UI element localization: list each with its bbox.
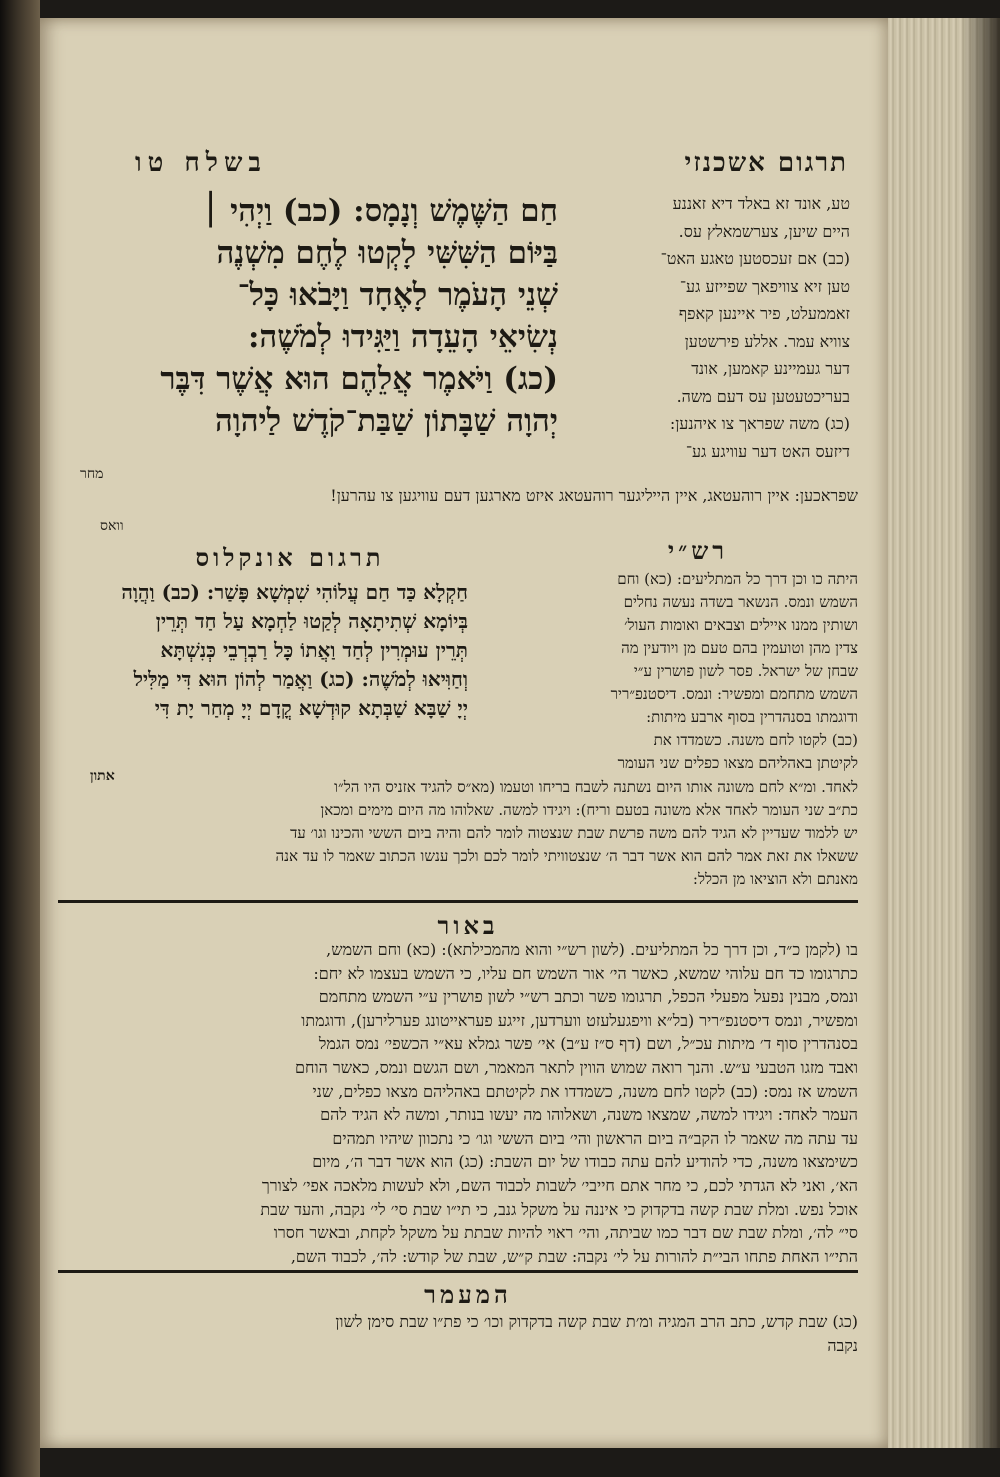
yiddish-catchword: וואס [100, 518, 124, 534]
biur-line: התי״ו האחת פתחו הבי״ת להורות על לי׳ נקבה: שבת ק״ש, שבת של קודש: לה׳, לכבוד השם, [290, 1246, 858, 1266]
hameamer-line: (כג) שבת קדש, כתב הרב המגיה ומ׳ת שבת קשה בדקדוק וכו׳ כי פת״ו שבת סימן לשון [335, 1312, 858, 1331]
hameamer-block [58, 1310, 858, 1357]
biur-line: סי״ לה׳, ומלת שבת שם דבר כמו שביתה, והי׳ ראוי להיות שבתת על משקל לקחת, ובאשר חסרו [273, 1223, 858, 1243]
rashi-full-line: יש ללמוד שעדיין לא הגיד להם משה פרשת שבת שנצטוה לומר להם והיה ביום הששי והכינו וגו׳ עד [290, 824, 858, 842]
hameamer-title: המעמר [424, 1280, 512, 1309]
rashi-full-line: כת״ב שני העומר לאחד אלא משונה בטעם וריח): ויגידו למשה. שאלוהו מה היום מימים ומכאן [320, 801, 858, 819]
onkelos-line: בְּיוֹמָא שְׁתִיתָאָה לְקַטוּ לַחְמָא עַל חַד תְּרֵין [155, 609, 468, 633]
biur-line: עד עתה מה שאמר לו הקב״ה ביום הראשון והי׳ ביום הששי וגו׳ כי נתכוון שיהיו תמהים [332, 1128, 858, 1148]
divider-rule-2 [58, 1270, 858, 1273]
rashi-line: שבחן של ישראל. פסר לשון פושרין ע״י [633, 662, 858, 680]
verse-block [58, 190, 558, 442]
onkelos-line: חַקְלָא כַּד חַם עֲלוֹהִי שִׁמְשָׁא פָּשַׁר: (כב) וַהֲוָה [121, 580, 468, 604]
rashi-full-line: מאנתם ולא הוציאו מן הכלל: [692, 870, 858, 888]
book-binding [0, 0, 40, 1477]
biur-line: ומפשיר, ונמס דיסטנפ״ריר (בל״א וויפגעלעזט ווערדען, זייגע פעראייטונג פערלירען), ודוגמתו [301, 1010, 858, 1030]
rashi-full-block [58, 776, 858, 891]
onkelos-line: יְיָ שַׁבָּא שַׁבְּתָא קוּדְשָׁא קֳדָם יְיָ מְחַר יָת דִּי [154, 696, 468, 720]
page-edges [888, 18, 1000, 1448]
yiddish-line: טע, אונד זא באלד דיא זאננע [672, 194, 850, 213]
yiddish-line: היים שיען, צערשמאלץ עס. [678, 221, 850, 241]
rashi-line: (כב) לקטו לחם משנה. כשמדדו את [653, 731, 858, 749]
yiddish-line: (כג) משה שפראך צו איהנען: [669, 414, 850, 433]
yiddish-line: (כב) אם זעכסטען טאגע האט־ [660, 249, 850, 268]
biur-line: השמש אז נמס: (כב) לקטו לחם משנה, כשמדדו את לקיטתם באהליהם מצאו כפלים, שני [312, 1081, 858, 1101]
verse-line: נְשִׂיאֵי הָעֵדָה וַיַּגִּידוּ לְמֹשֶׁה: [247, 319, 558, 355]
header-right-title: תרגום אשכנזי [684, 148, 848, 178]
rashi-column [478, 568, 858, 775]
yiddish-column [580, 190, 850, 465]
rashi-line: השמש מתחמם ומפשיר: ונמס. דיסטנפ״ריר [610, 685, 858, 703]
hameamer-line: נקבה [827, 1335, 858, 1355]
verse-line: שְׁנֵי הָעֹמֶר לָאֶחָד וַיָּבֹאוּ כָּל־ [237, 277, 558, 313]
onkelos-line: וְחַוִּיאוּ לְמֹשֶׁה: (כג) וַאֲמַר לְהוֹן הוּא דִּי מַלִּיל [133, 667, 468, 691]
divider-rule [58, 900, 858, 903]
rashi-full-line: לאחד. ומ״א לחם משונה אותו היום נשתנה לשבח בריחו וטעמו (מא״ס להגיד אזניס היו הל״ו [334, 778, 858, 796]
biur-line: העמר לאחד: ויגידו למשה, שמצאו משנה, ושאלוהו מה יעשו בנותר, ומשה לא הגיד להם [320, 1105, 858, 1125]
verse-catchword: מחר [80, 466, 104, 482]
biur-title: באור [437, 911, 499, 940]
verse-line: יְהוָה שַׁבָּתוֹן שַׁבַּת־קֹדֶשׁ לַיהוָה [214, 403, 558, 439]
verse-line: (כג) וַיֹּאמֶר אֲלֵהֶם הוּא אֲשֶׁר דִּבֶּר [160, 361, 558, 397]
biur-line: כשימצאו משנה, כדי להודיע להם עתה כבודו של יום השבת: (כג) הוא אשר דבר ה׳, מיום [312, 1152, 858, 1172]
yiddish-line: בעריכטעטען עס דעם משה. [676, 386, 850, 406]
rashi-line: לקיטתן באהליהם מצאו כפלים שני העומר [617, 754, 858, 772]
rashi-line: ושותין ממנו איילים וצבאים ואומות העול׳ [624, 616, 858, 634]
biur-line: הא׳, ואני לא הגדתי לכם, כי מחר אתם חייבי׳ לשבות לכבוד השם, ולא לעשות מלאכה אפי׳ לצורך [261, 1175, 858, 1195]
yiddish-line: צוויא עמר. אללע פירשטען [684, 331, 850, 351]
yiddish-line: דער געמיינע קאמען, אונד [691, 359, 850, 378]
verse-line: בַּיּוֹם הַשִּׁשִּׁי לָקְטוּ לֶחֶם מִשְׁנֶה [216, 235, 558, 271]
yiddish-line: זאממעלט, פיר איינען קאפף [678, 304, 850, 323]
biur-line: כתרגומו כד חם עלוהי שמשא, כאשר הי׳ אור השמש חם עליו, כי השמש בעצמו לא יחם: [313, 963, 858, 983]
biur-block [58, 938, 858, 1268]
yiddish-continuation: שפראכען: איין רוהעטאג, איין הייליגער רוהעטאג איזט מארגען דעם עוויגען צו עהרען! [330, 486, 858, 505]
onkelos-line: תְּרֵין עוּמְרִין לְחַד וַאֲתוֹ כָּל רַבְרְבֵי כְּנִשְׁתָּא [160, 638, 468, 662]
biur-line: בו (לקמן כ״ד, וכן דרך כל המתליעים. (לשון רש״י והוא מהמכילתא): (כא) וחם השמש, [326, 940, 858, 959]
rashi-line: צדין מהן וטועמין בהם טעם מן ויודעין מה [621, 639, 858, 657]
yiddish-line: דיזעס האט דער עוויגע גע־ [685, 441, 850, 461]
verse-line: חַם הַשֶּׁמֶשׁ וְנָמָס: (כב) וַיְהִי ׀ [201, 193, 558, 229]
onkelos-title: תרגום אונקלוס [195, 543, 385, 572]
onkelos-column [58, 578, 468, 723]
book-page [40, 18, 888, 1448]
rashi-line: ודוגמתו בסנהדרין בסוף ארבע מיתות: [646, 708, 858, 726]
rashi-full-line: ששאלו את זאת אמר להם הוא אשר דבר ה׳ שנצטוויתי לומר לכם ולכך ענשו הכתוב שאמר לו עד אנה [275, 847, 858, 865]
rashi-line: היתה כו וכן דרך כל המתליעים: (כא) וחם [617, 570, 858, 588]
biur-line: בסנהדרין סוף ד׳ מיתות עכ״ל, ושם (דף ס״ז ע״ב) אי׳ פשר גמלא עא״י הכשפי׳ נמס הגמל [318, 1034, 858, 1054]
header-left-title: בשלח טו [135, 148, 267, 178]
onkelos-catchword: אתון [90, 768, 115, 784]
yiddish-line: טען זיא צוויפאך שפייזע גע־ [679, 276, 850, 296]
biur-line: ונמס, מבנין נפעל מפעלי הכפל, תרגומו פשר וכתב רש״י לשון פושרין ע״י השמש מתחמם [318, 987, 858, 1007]
rashi-title: רש״י [667, 536, 729, 565]
rashi-line: השמש ונמס. הנשאר בשדה נעשה נחלים [623, 593, 858, 611]
biur-line: אוכל נפש. ומלת שבת קשה בדקדוק כי איננה על משקל גנב, כי תי״ו שבת סי׳ לי׳ נקבה, והעד שבת [260, 1199, 858, 1219]
biur-line: ואבד מזגו הטבעי ע״ש. והנך רואה שמוש הווין לתאר המאמר, ושם הגשם ונמס, כאשר הוחם [295, 1057, 858, 1077]
